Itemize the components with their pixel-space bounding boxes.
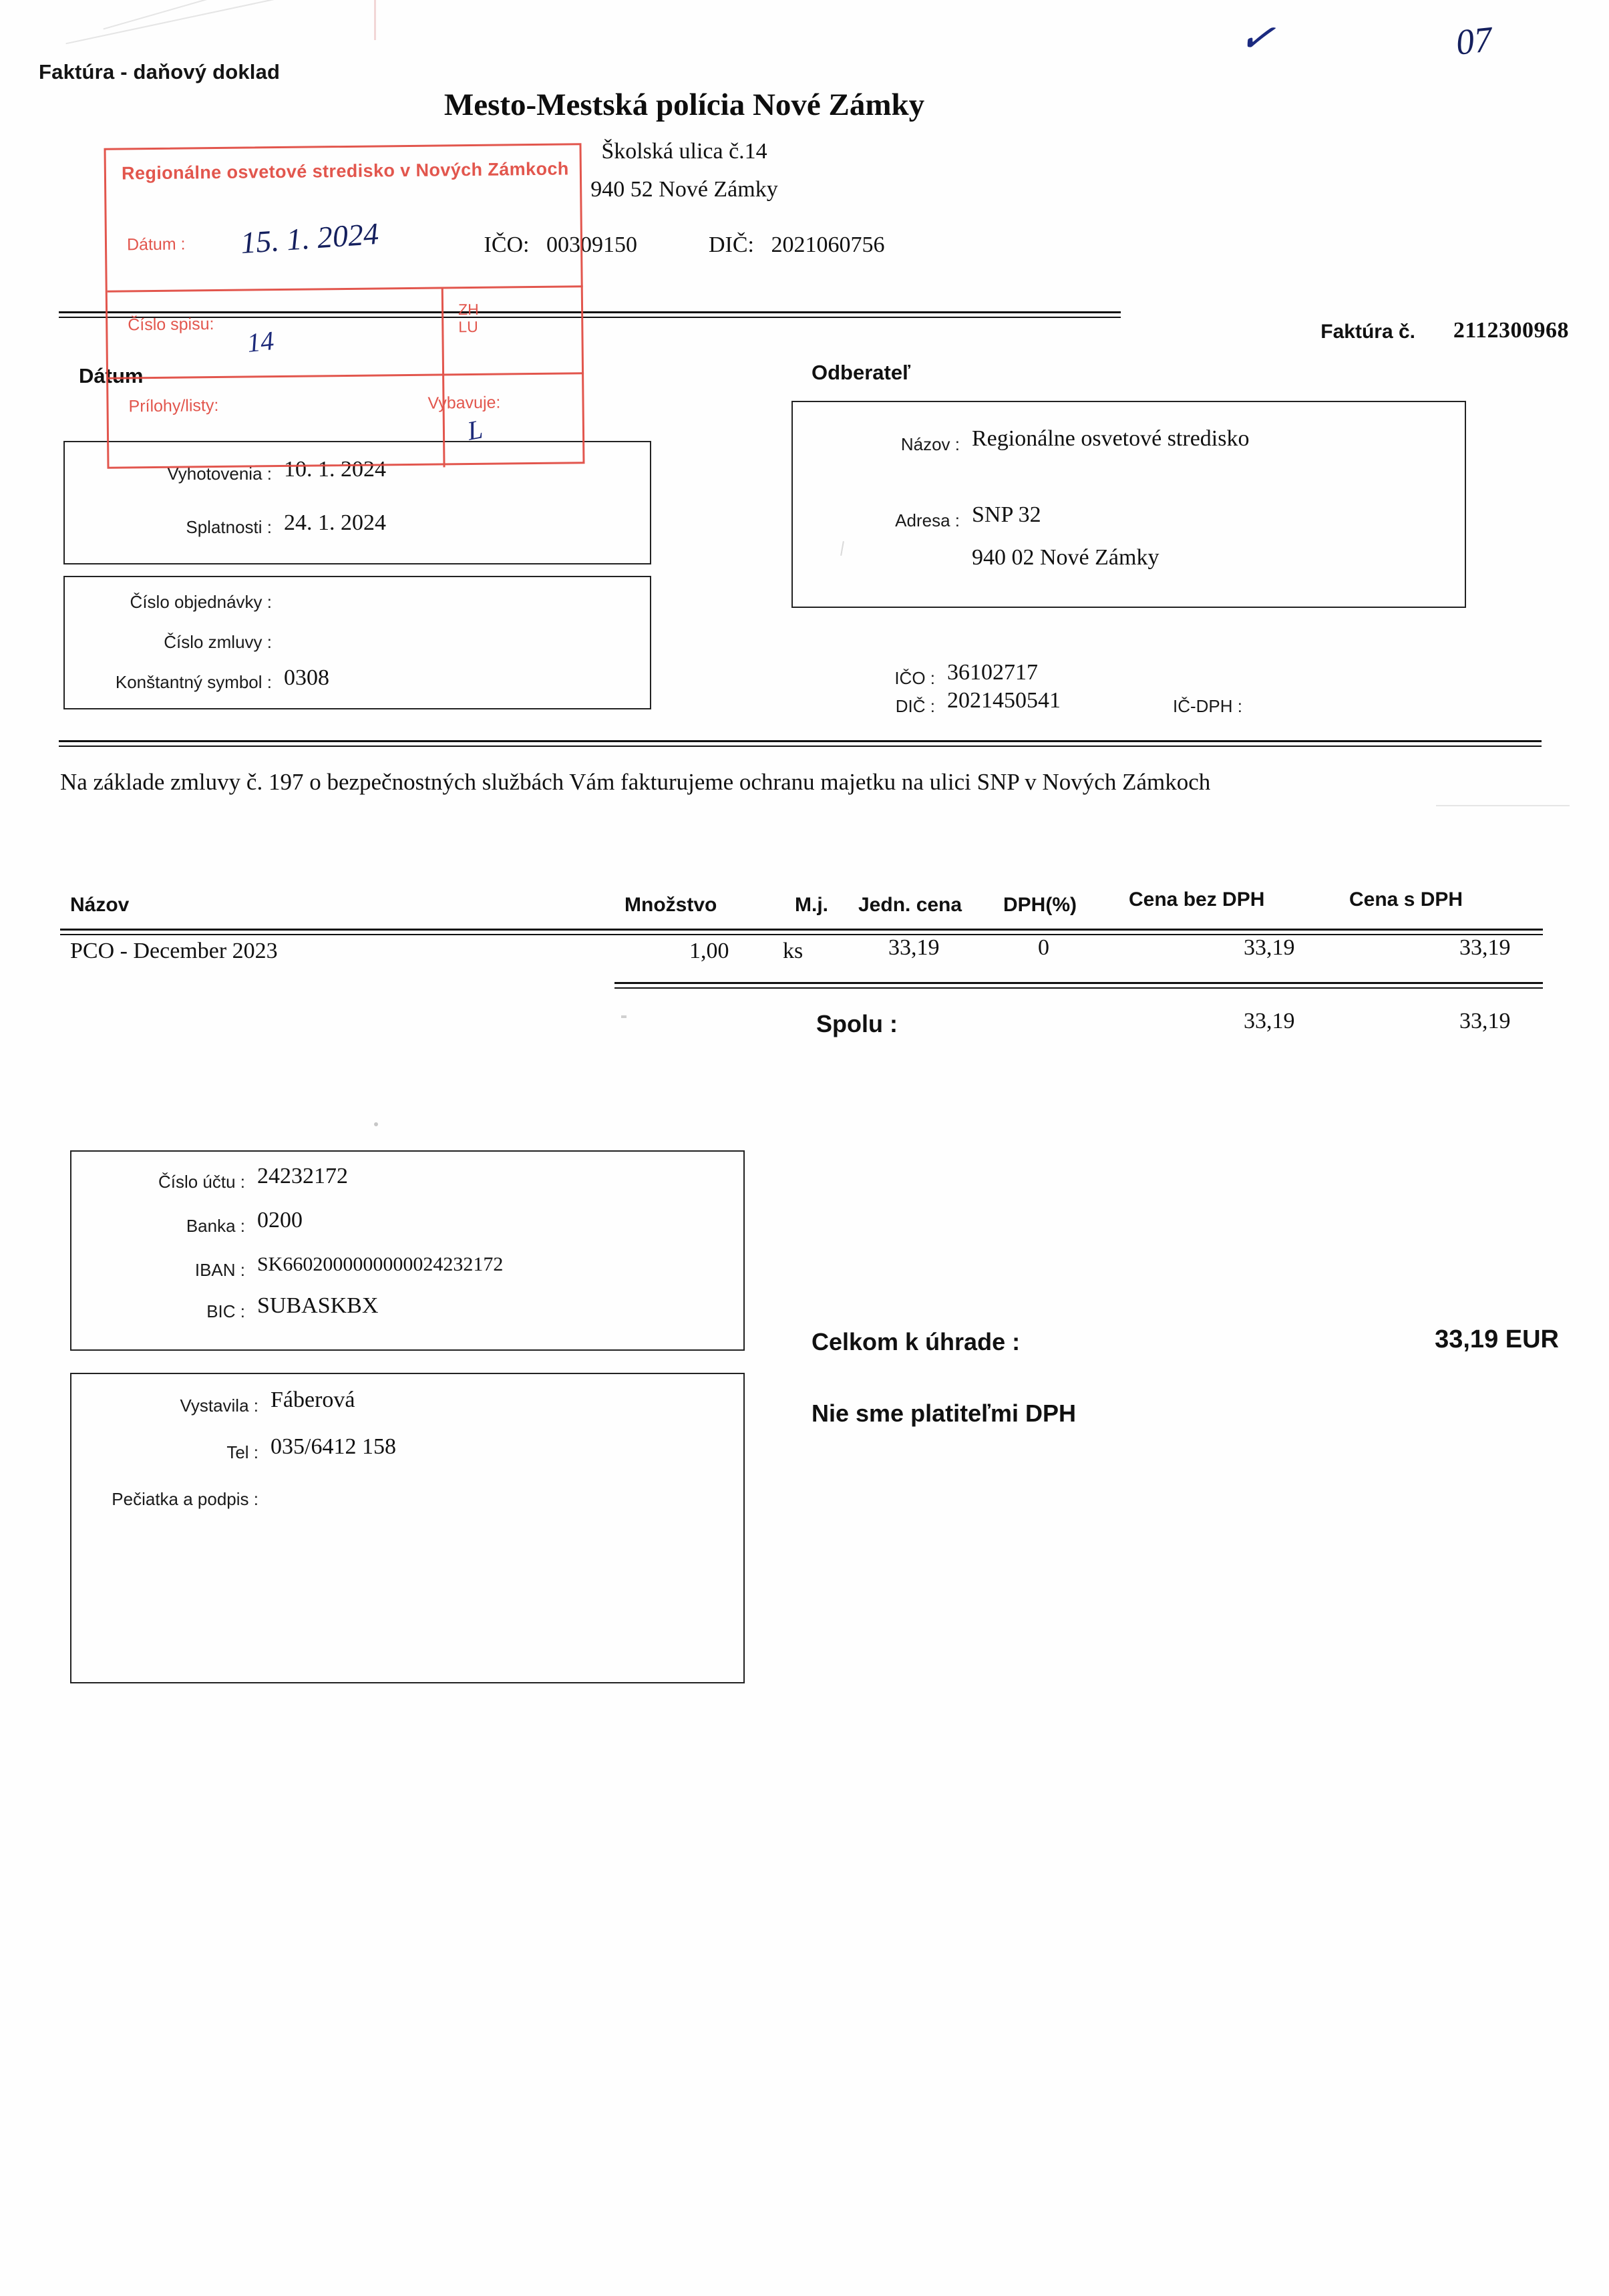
document-type-title: Faktúra - daňový doklad [39, 60, 281, 84]
stamp-line [441, 287, 445, 467]
scan-artifact [621, 1015, 627, 1018]
bic-value: SUBASKBX [257, 1293, 379, 1318]
telephone-label: Tel : [226, 1442, 258, 1462]
red-office-stamp [104, 143, 585, 468]
customer-icdph-label: IČ-DPH : [1173, 696, 1242, 716]
items-sum-divider-2 [614, 987, 1543, 989]
stamp-date-label: Dátum : [126, 234, 186, 255]
stamp-line [108, 372, 584, 379]
bank-code-value: 0200 [257, 1208, 303, 1233]
col-header-name: Názov [70, 894, 130, 916]
row-price-with-vat: 33,19 [1459, 935, 1511, 960]
sum-no-vat: 33,19 [1244, 1009, 1295, 1033]
customer-ico-value: 36102717 [947, 660, 1038, 685]
stamp-handled-by-label: Vybavuje: [427, 393, 501, 413]
customer-address-line1: SNP 32 [972, 502, 1041, 527]
col-header-price-no-vat: Cena bez DPH [1129, 888, 1265, 911]
due-date-value: 24. 1. 2024 [284, 510, 386, 535]
customer-address-label: Adresa : [895, 510, 960, 530]
invoice-number-value: 2112300968 [1453, 318, 1569, 343]
row-qty: 1,00 [689, 939, 729, 963]
scan-artifact [104, 0, 264, 29]
items-sum-divider [614, 982, 1543, 984]
contract-divider-2 [59, 746, 1542, 747]
scan-artifact [374, 1122, 378, 1126]
customer-dic-label: DIČ : [895, 696, 935, 716]
col-header-vat-rate: DPH(%) [1003, 894, 1077, 916]
issued-by-value: Fáberová [271, 1387, 355, 1412]
supplier-dic-value: 2021060756 [771, 232, 885, 257]
supplier-name: Mesto-Mestská polícia Nové Zámky [443, 88, 925, 122]
contract-divider [59, 740, 1542, 742]
bic-label: BIC : [206, 1301, 245, 1321]
items-header-divider-2 [60, 934, 1543, 935]
due-date-label: Splatnosti : [186, 517, 272, 537]
handwritten-handled-by: L [465, 414, 485, 446]
signature-box [70, 1373, 745, 1683]
col-header-price-with-vat: Cena s DPH [1349, 888, 1463, 911]
stamp-file-number-label: Číslo spisu: [128, 315, 214, 335]
customer-box [791, 401, 1466, 608]
col-header-unit: M.j. [795, 894, 828, 916]
handwritten-page-number: 07 [1454, 19, 1494, 63]
iban-value: SK6602000000000024232172 [257, 1253, 504, 1275]
account-number-label: Číslo účtu : [158, 1172, 245, 1192]
scan-artifact [374, 0, 376, 40]
row-price-no-vat: 33,19 [1244, 935, 1295, 960]
supplier-ico-label: IČO: [484, 232, 530, 257]
row-unit-price: 33,19 [888, 935, 940, 960]
supplier-street: Školská ulica č.14 [601, 139, 767, 164]
table-row: PCO - December 2023 [70, 939, 278, 963]
supplier-city: 940 52 Nové Zámky [590, 177, 778, 202]
issue-date-label: Vyhotovenia : [167, 464, 272, 484]
order-box [63, 576, 651, 709]
dates-section-label: Dátum [79, 364, 144, 387]
row-vat-rate: 0 [1038, 935, 1049, 960]
scan-artifact [1436, 805, 1570, 806]
customer-ico-label: IČO : [894, 668, 935, 688]
issue-date-value: 10. 1. 2024 [284, 457, 386, 482]
items-header-divider [60, 929, 1543, 931]
stamp-zh-lu-label: ZH LU [458, 300, 479, 335]
stamp-line [108, 285, 583, 292]
constant-symbol-label: Konštantný symbol : [115, 672, 272, 692]
total-due-value: 33,19 EUR [1435, 1325, 1559, 1353]
sum-label: Spolu : [816, 1010, 898, 1037]
issued-by-label: Vystavila : [180, 1396, 258, 1416]
customer-dic-value: 2021450541 [947, 688, 1061, 713]
sum-with-vat: 33,19 [1459, 1009, 1511, 1033]
supplier-ico-value: 00309150 [546, 232, 637, 257]
customer-name-label: Názov : [900, 434, 960, 454]
customer-address-line2: 940 02 Nové Zámky [972, 545, 1159, 570]
col-header-unit-price: Jedn. cena [858, 894, 962, 916]
customer-name-value: Regionálne osvetové stredisko [972, 426, 1250, 451]
stamp-signature-label: Pečiatka a podpis : [112, 1489, 258, 1509]
handwritten-file-number: 14 [245, 325, 276, 358]
vat-status-note: Nie sme platiteľmi DPH [812, 1400, 1076, 1427]
handwritten-date: 15. 1. 2024 [239, 216, 380, 261]
handwritten-check-mark: ✓ [1236, 11, 1278, 64]
contract-description: Na základe zmluvy č. 197 o bezpečnostných službách Vám fakturujeme ochranu majetku na ulici SNP v Nových Zámkoch [60, 769, 1211, 795]
total-due-label: Celkom k úhrade : [812, 1328, 1021, 1355]
scan-artifact [65, 0, 281, 44]
customer-section-label: Odberateľ [812, 361, 911, 384]
account-number-value: 24232172 [257, 1164, 348, 1188]
invoice-number-label: Faktúra č. [1320, 321, 1415, 343]
bank-details-box [70, 1150, 745, 1351]
stamp-title: Regionálne osvetové stredisko v Nových Zámkoch [121, 158, 569, 184]
supplier-dic-label: DIČ: [709, 232, 754, 257]
contract-number-label: Číslo zmluvy : [164, 632, 272, 652]
row-unit: ks [783, 939, 803, 963]
constant-symbol-value: 0308 [284, 665, 329, 690]
col-header-qty: Množstvo [624, 894, 717, 916]
bank-code-label: Banka : [186, 1216, 245, 1236]
iban-label: IBAN : [194, 1260, 245, 1280]
stamp-attachments-label: Prílohy/listy: [128, 395, 219, 416]
order-number-label: Číslo objednávky : [130, 592, 272, 612]
telephone-value: 035/6412 158 [271, 1434, 396, 1459]
